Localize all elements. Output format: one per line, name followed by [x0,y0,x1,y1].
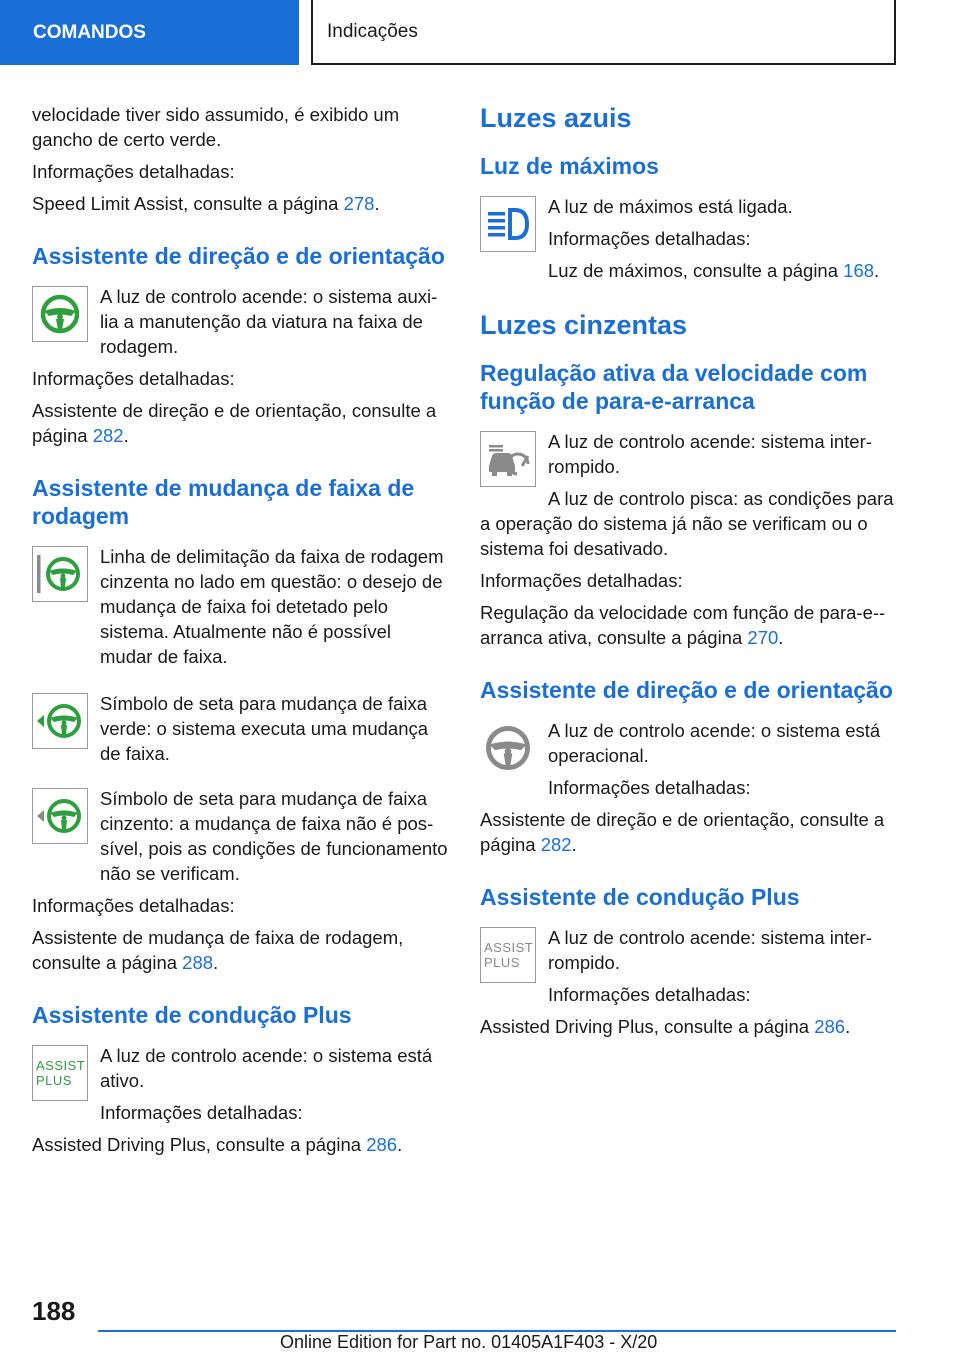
page-number: 188 [32,1296,76,1326]
info-ref: Assisted Driving Plus, consulte a página 286. [480,1016,851,1037]
indicator-text: Símbolo de seta para mudança de faixa verde: o sistema executa uma mudança de faixa. [100,693,429,764]
footer-edition: Online Edition for Part no. 01405A1F403 - X/20 [280,1332,658,1352]
section-title: Assistente de condução Plus [32,1002,352,1028]
steering-wheel-green-icon [32,286,88,342]
page-link[interactable]: 282 [92,425,124,446]
info-label: Informações detalhadas: [32,895,235,916]
left-column [32,102,448,1164]
page-link[interactable]: 282 [540,834,572,855]
indicator-entry [480,429,896,479]
indicator-entry [32,691,448,766]
indicator-text: A luz de controlo pisca: as condições para a operação do sistema já não se verificam ou o sistema foi desativado. [480,488,894,559]
section-label: COMANDOS [33,21,146,43]
page-link[interactable]: 270 [747,627,779,648]
page-link[interactable]: 286 [814,1016,846,1037]
intro-info: Informações detalhadas: [32,161,235,182]
page-link[interactable]: 286 [366,1134,398,1155]
intro-ref: Speed Limit Assist, consulte a página 278. [32,193,380,214]
info-ref: Assistente de direção e de orientação, consulte a página 282. [480,809,885,855]
indicator-text: A luz de controlo acende: sistema interrompido. [548,431,872,477]
page-link[interactable]: 168 [843,260,875,281]
section-title: Assistente de condução Plus [480,884,800,910]
indicator-entry [32,1043,448,1125]
page-link[interactable]: 288 [182,952,214,973]
info-ref: Assisted Driving Plus, consulte a página 286. [32,1134,403,1155]
steering-wheel-lane-grey-icon [32,546,88,602]
assist-plus-green-icon: ASSIST PLUS [32,1045,88,1101]
section-title: Regulação ativa da velocidade com função de para-e-arranca [480,360,868,414]
section-heading: Luzes azuis [480,103,632,133]
high-beam-blue-icon [480,196,536,252]
section-title: Assistente de mudança de faixa de rodagem [32,475,415,529]
info-ref: Assistente de direção e de orientação, consulte a página 282. [32,400,437,446]
steering-wheel-grey-icon [480,720,536,776]
lane-change-arrow-grey-icon [32,788,88,844]
section-title: Assistente de direção e de orientação [480,677,893,703]
section-title: Luz de máximos [480,153,659,179]
indicator-entry [480,194,896,283]
indicator-entry [480,718,896,800]
page-header-title: Indicações [327,20,418,42]
right-column [480,102,896,1046]
info-label: Informações detalhadas: [480,570,683,591]
info-label: Informações detalhadas: [548,984,751,1005]
indicator-entry [32,544,448,669]
indicator-text: A luz de máximos está ligada. [548,196,793,217]
info-label: Informações detalhadas: [32,368,235,389]
indicator-text: Linha de delimitação da faixa de rodagem cinzenta no lado em questão: o desejo de mudança de faixa foi detetado pelo sistema. Atualmente não é possível mudar de faixa. [100,546,444,667]
info-label: Informações detalhadas: [548,228,751,249]
page-link[interactable]: 278 [343,193,375,214]
indicator-text: A luz de controlo acende: sistema interrompido. [548,927,872,973]
indicator-text: Símbolo de seta para mudança de faixa cinzento: a mudança de faixa não é possível, pois as condições de funcionamento não se verificam. [100,788,448,884]
lane-change-arrow-green-icon [32,693,88,749]
info-ref: Assistente de mudança de faixa de rodagem, consulte a página 288. [32,927,404,973]
intro-text: velocidade tiver sido assumido, é exibido um gancho de certo verde. [32,104,400,150]
info-ref: Regulação da velocidade com função de para-e--arranca ativa, consulte a página 270. [480,602,886,648]
assist-plus-grey-icon: ASSIST PLUS [480,927,536,983]
speed-control-grey-icon [480,431,536,487]
section-heading: Luzes cinzentas [480,310,688,340]
page-header [311,0,896,65]
indicator-text: A luz de controlo acende: o sistema está ativo. [100,1045,433,1091]
indicator-text: A luz de controlo acende: o sistema auxilia a manutenção da viatura na faixa de rodagem. [100,286,438,357]
info-ref: Luz de máximos, consulte a página 168. [548,260,880,281]
indicator-text: A luz de controlo acende: o sistema está operacional. [548,720,881,766]
indicator-entry [32,786,448,886]
section-title: Assistente de direção e de orientação [32,243,445,269]
indicator-entry [480,925,896,1007]
indicator-entry [32,284,448,359]
section-tab [0,0,299,65]
info-label: Informações detalhadas: [100,1102,303,1123]
info-label: Informações detalhadas: [548,777,751,798]
